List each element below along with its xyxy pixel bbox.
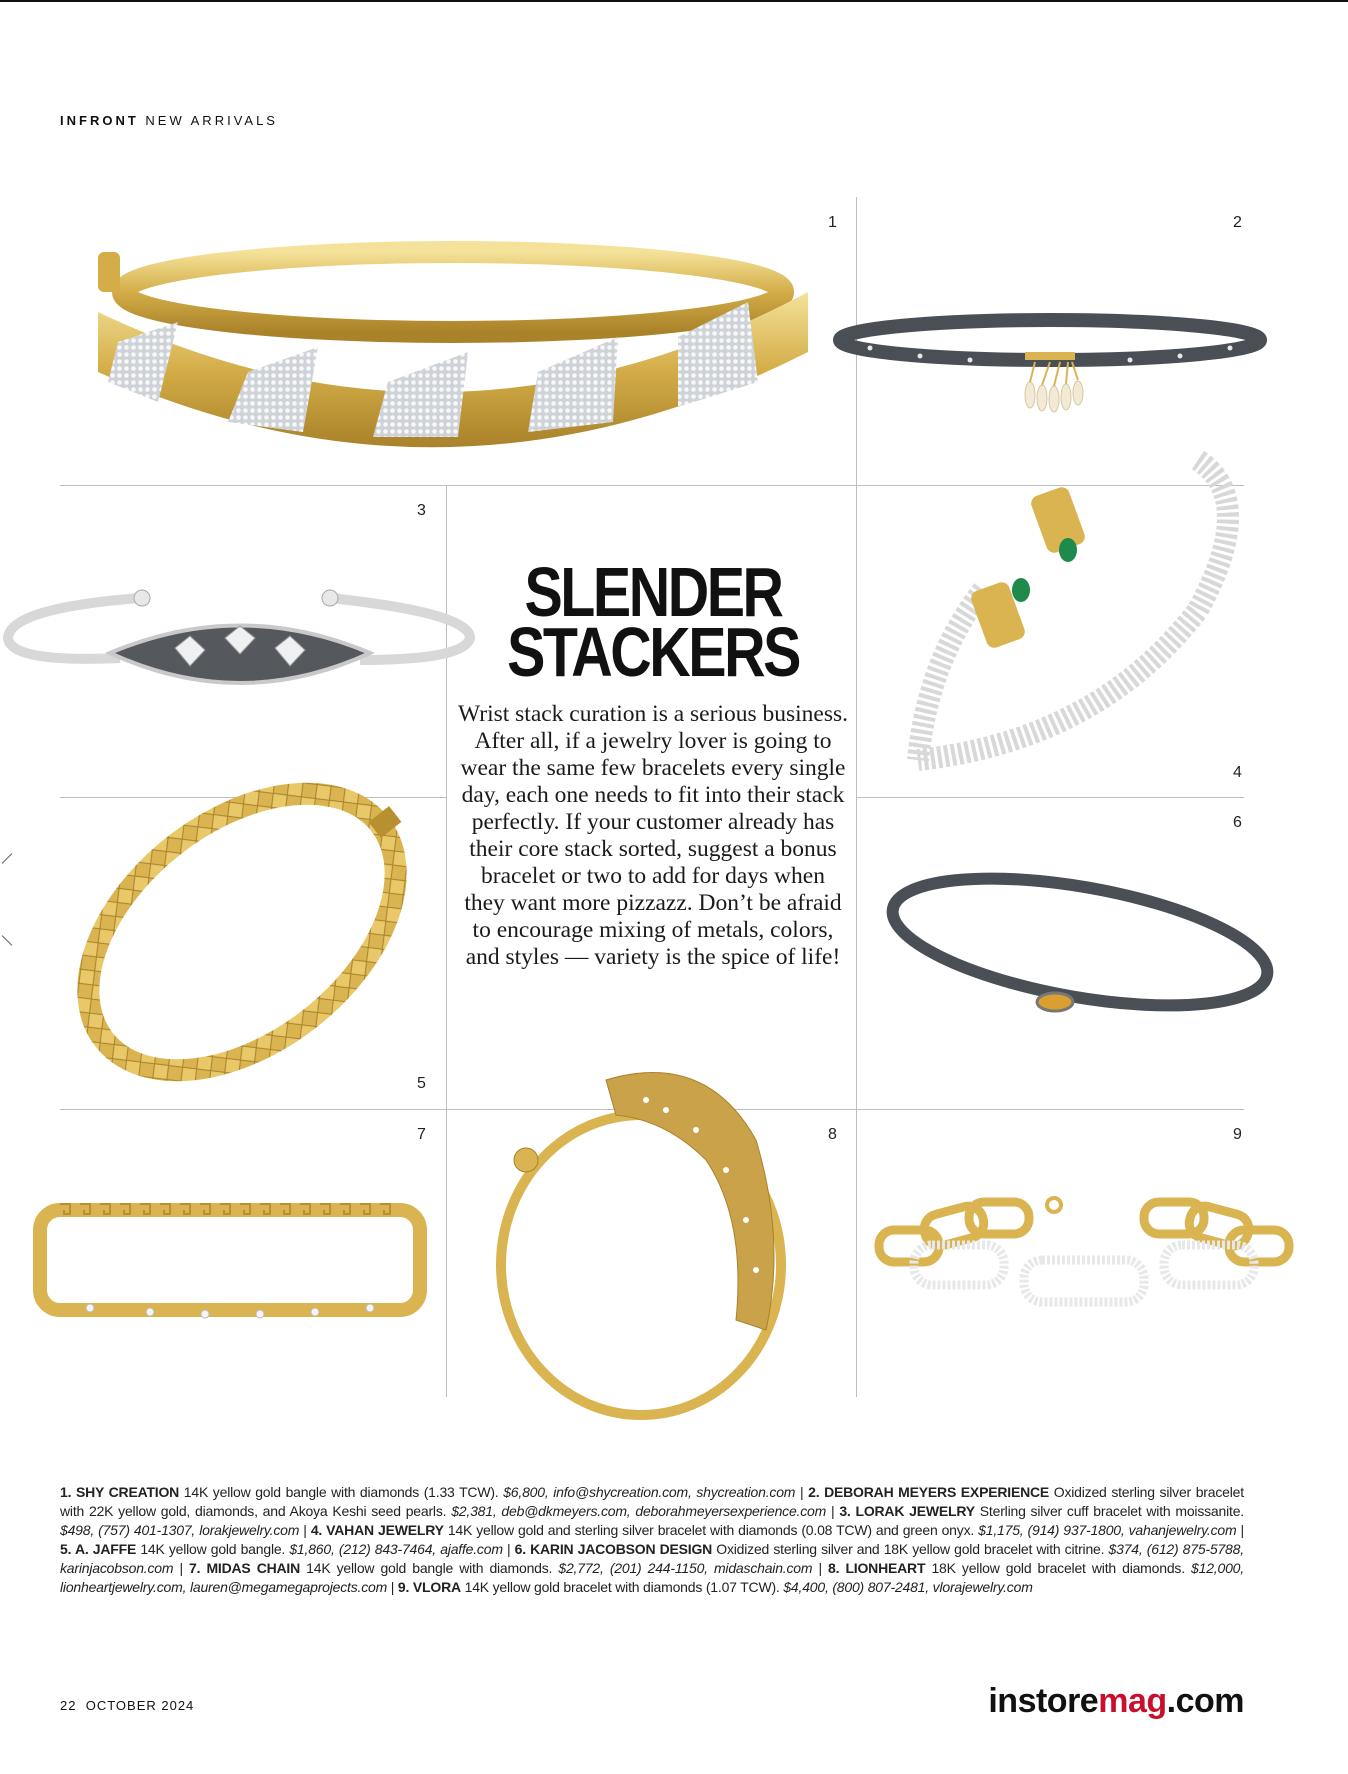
grid-line: [856, 797, 1244, 798]
credit-item: 4. VAHAN JEWELRY 14K yellow gold and sterling silver bracelet with diamonds (0.08 TCW) and green onyx. $1,175, (914) 937-1800, vahanjewelry.com: [310, 1522, 1237, 1538]
item-number: 1: [828, 214, 837, 231]
item-number: 5: [417, 1075, 426, 1092]
credit-item: 5. A. JAFFE 14K yellow gold bangle. $1,860, (212) 843-7464, ajaffe.com: [60, 1541, 503, 1557]
page-number: 22: [60, 1698, 77, 1713]
bracelet-5-image: [42, 782, 442, 1082]
product-credits: 1. SHY CREATION 14K yellow gold bangle with diamonds (1.33 TCW). $6,800, info@shycreation.com, shycreation.com | 2. DEBORAH MEYERS EXPERIENCE Oxidized sterling silver bracelet with 22K yellow gold, diamonds, and Akoya Keshi seed pearls. $2,381, deb@dkmeyers.com, deborahmeyersexperience.com | 3. LORAK JEWELRY Sterling silver cuff bracelet with moissanite. $498, (757) 401-1307, lorakjewelry.com | 4. VAHAN JEWELRY 14K yellow gold and sterling silver bracelet with diamonds (0.08 TCW) and green onyx. $1,175, (914) 937-1800, vahanjewelry.com | 5. A. JAFFE 14K yellow gold bangle. $1,860, (212) 843-7464, ajaffe.com | 6. KARIN JACOBSON DESIGN Oxidized sterling silver and 18K yellow gold bracelet with citrine. $374, (612) 875-5788, karinjacobson.com | 7. MIDAS CHAIN 14K yellow gold bangle with diamonds. $2,772, (201) 244-1150, midaschain.com | 8. LIONHEART 18K yellow gold bracelet with diamonds. $12,000, lionheartjewelry.com, lauren@megamegaprojects.com | 9. VLORA 14K yellow gold bracelet with diamonds (1.07 TCW). $4,400, (800) 807-2481, vlorajewelry.com: [60, 1484, 1244, 1595]
section-header: [60, 113, 278, 128]
page-turn-mark: [2, 935, 13, 946]
page-turn-mark: [2, 853, 13, 864]
item-number: 6: [1233, 814, 1242, 831]
credit-item: 8. LIONHEART 18K yellow gold bracelet with diamonds. $12,000, lionheartjewelry.com, lauren@megamegaprojects.com: [60, 1560, 1244, 1595]
issue-date: OCTOBER 2024: [85, 1698, 195, 1713]
title-line-1: SLENDER: [524, 553, 782, 631]
credit-item: 1. SHY CREATION 14K yellow gold bangle with diamonds (1.33 TCW). $6,800, info@shycreation.com, shycreation.com: [60, 1484, 796, 1500]
bracelet-7-image: [30, 1190, 430, 1330]
title-line-2: STACKERS: [507, 613, 799, 691]
credit-item: 6. KARIN JACOBSON DESIGN Oxidized sterling silver and 18K yellow gold bracelet with citrine. $374, (612) 875-5788, karinjacobson.com: [60, 1541, 1244, 1576]
item-number: 3: [417, 502, 426, 519]
page-folio: [60, 1698, 194, 1713]
credit-item: 7. MIDAS CHAIN 14K yellow gold bangle with diamonds. $2,772, (201) 244-1150, midaschain.com: [189, 1560, 813, 1576]
page-title: [485, 553, 821, 691]
top-rule: [0, 0, 1348, 2]
subsection-name: NEW ARRIVALS: [145, 113, 278, 128]
item-number: 2: [1233, 214, 1242, 231]
credit-item: 2. DEBORAH MEYERS EXPERIENCE Oxidized sterling silver bracelet with 22K yellow gold, diamonds, and Akoya Keshi seed pearls. $2,381, deb@dkmeyers.com, deborahmeyersexperience.com: [60, 1484, 1244, 1519]
bracelet-3-image: [0, 588, 480, 718]
credit-item: 3. LORAK JEWELRY Sterling silver cuff bracelet with moissanite. $498, (757) 401-1307, lorakjewelry.com: [60, 1503, 1244, 1538]
bracelet-6-image: [880, 862, 1280, 1022]
section-name: INFRONT: [60, 113, 139, 128]
credit-item: 9. VLORA 14K yellow gold bracelet with diamonds (1.07 TCW). $4,400, (800) 807-2481, vlorajewelry.com: [397, 1579, 1033, 1595]
item-number: 4: [1233, 764, 1242, 781]
bracelet-1-image: [88, 232, 818, 472]
brand-logo: instoremag.com: [988, 1682, 1244, 1720]
bracelet-8-image: [466, 1060, 846, 1430]
bracelet-9-image: [874, 1190, 1294, 1320]
item-number: 7: [417, 1126, 426, 1143]
intro-paragraph: Wrist stack curation is a serious business. After all, if a jewelry lover is going to wear the same few bracelets every single day, each one needs to fit into their stack perfectly. If your customer already has their core stack sorted, suggest a bonus bracelet or two to add for days when they want more pizzazz. Don’t be afraid to encourage mixing of metals, colors, and styles — variety is the spice of life!: [458, 701, 848, 970]
item-number: 8: [828, 1126, 837, 1143]
bracelet-4-image: [898, 440, 1258, 770]
item-number: 9: [1233, 1126, 1242, 1143]
bracelet-2-image: [830, 300, 1270, 420]
